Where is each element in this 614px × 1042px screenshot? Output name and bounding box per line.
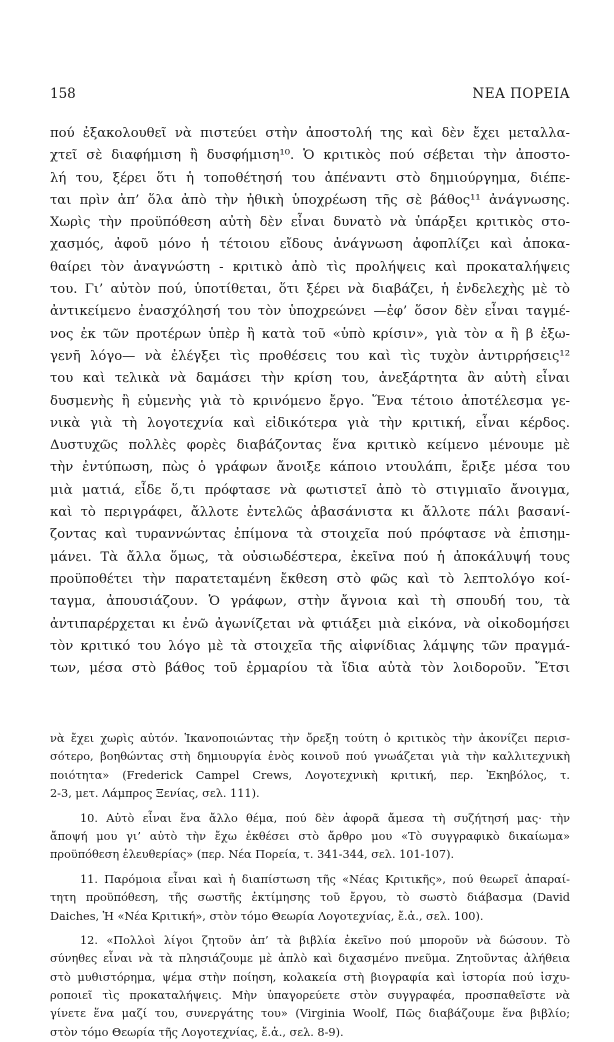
footnote-line: προϋπόθεση ἐλευθερίας» (περ. Νέα Πορεία, τ. 341-344, σελ. 101-107).	[50, 848, 455, 862]
page-header	[50, 86, 570, 106]
body-line: ἀντικείμενο ἐνασχόλησή του τὸν ὑποχρεώνει —ἐφ’ ὅσον δὲν εἶναι ταγμέ-	[50, 304, 570, 320]
body-text	[50, 123, 570, 680]
body-line: καὶ τὸ περιγράφει, ἄλλοτε ἐντελῶς ἀβασάνιστα κι ἄλλοτε πάλι βασανί-	[50, 505, 570, 521]
footnote-line: ἄποψή μου γι’ αὐτὸ τὴν ἔχω ἐκθέσει στὸ ἄρθρο μου «Τὸ συγγραφικὸ δικαίωμα»	[50, 829, 570, 843]
page-number: 158	[50, 86, 76, 102]
footnote-line: νὰ ἔχει χωρὶς αὐτόν. Ἱκανοποιώντας τὴν ὄρεξη τούτη ὁ κριτικὸς τὴν ἀκονίζει περισ-	[50, 732, 570, 745]
body-line: μιὰ ματιά, εἶδε ὅ,τι πρόφτασε νὰ φωτιστεῖ ἀπὸ τὸ στιγμιαῖο ἄνοιγμα,	[50, 482, 570, 498]
body-line: των, μέσα στὸ βάθος τοῦ ἐρμαρίου τὰ ἴδια αὐτὰ τὸν λοιδοροῦν. Ἔτσι	[50, 661, 570, 677]
body-line: θαίρει τὸν ἀναγνώστη - κριτικὸ ἀπὸ τὶς προλήψεις καὶ προκαταλήψεις	[50, 259, 570, 275]
footnote-line: 11. Παρόμοια εἶναι καὶ ἡ διαπίστωση τῆς «Νέας Κριτικῆς», πού θεωρεῖ ἀπαραί-	[80, 872, 570, 886]
body-line: μάνει. Τὰ ἄλλα ὅμως, τὰ οὐσιωδέστερα, ἐκεῖνα πού ἡ ἀποκάλυψή τους	[50, 549, 570, 565]
body-line: χασμός, ἀφοῦ μόνο ἡ τέτοιου εἴδους ἀνάγνωση ἀφοπλίζει καὶ ἀποκα-	[50, 237, 570, 253]
body-line: Χωρὶς τὴν προϋπόθεση αὐτὴ δὲν εἶναι δυνατὸ νὰ ὑπάρξει κριτικὸς στο-	[50, 215, 570, 231]
footnote	[50, 730, 570, 804]
body-line: λή του, ξέρει ὅτι ἡ τοποθέτησή του ἀπέναντι στὸ δημιούργημα, διέπε-	[50, 170, 570, 186]
footnote-line: τητη προϋπόθεση, τῆς σωστῆς ἐκτίμησης τοῦ ἔργου, τὸ σωστὸ διάβασμα (David	[50, 891, 570, 905]
body-line: δυσμενὴς ἢ εὐμενὴς γιὰ τὸ κρινόμενο ἔργο. Ἕνα τέτοιο ἀποτέλεσμα γε-	[50, 393, 570, 409]
footnote	[50, 932, 570, 1042]
footnote-line: σότερο, βοηθώντας στὴ δημιουργία ἑνὸς κοινοῦ πού γνωάζεται γιὰ τὴν καλλιτεχνικὴ	[50, 750, 570, 764]
footnote-line: γίνετε ἕνα μαζί του, συνεργάτης του» (Virginia Woolf, Πῶς διαβάζουμε ἕνα βιβλίο;	[50, 1007, 570, 1021]
body-line: Δυστυχῶς πολλὲς φορὲς διαβάζοντας ἕνα κριτικὸ κείμενο μένουμε μὲ	[50, 438, 570, 454]
body-line: ταγμα, ἀπουσιάζουν. Ὁ γράφων, στὴν ἄγνοια καὶ τὴ σπουδή του, τὰ	[50, 594, 570, 610]
body-line: ζοντας καὶ τυραννώντας ἐπίμονα τὰ στοιχεῖα πού πρόφτασε νὰ ἐπισημ-	[50, 527, 570, 543]
body-line: πού ἐξακολουθεῖ νὰ πιστεύει στὴν ἀποστολή της καὶ δὲν ἔχει μεταλλα-	[50, 126, 570, 141]
body-line: τὸν κριτικό του λόγο μὲ τὰ στοιχεῖα τῆς αἰφνίδιας λάμψης τῶν πραγμά-	[50, 638, 570, 654]
body-line: τὴν ἐντύπωση, πὼς ὁ γράφων ἄνοιξε κάποιο ντουλάπι, ἔριξε μέσα του	[50, 460, 570, 476]
body-line: νος ἐκ τῶν προτέρων ὑπὲρ ἢ κατὰ τοῦ «ὑπὸ κρίσιν», γιὰ τὸν α ἢ β ἐξω-	[50, 326, 570, 342]
footnote-line: στὸ μυθιστόρημα, ψέμα στὴν ποίηση, κολακεία στὴ βιογραφία καὶ ἱστορία πού ἰσχυ-	[50, 970, 570, 984]
footnote-line: 12. «Πολλοὶ λίγοι ζητοῦν ἀπ’ τὰ βιβλία ἐκεῖνο πού μποροῦν νὰ δώσουν. Τὸ	[80, 933, 570, 947]
footnote-line: ποιότητα» (Frederick Campel Crews, Λογοτεχνικὴ κριτική, περ. Ἐκηβόλος, τ.	[50, 768, 570, 782]
body-line: χτεῖ σὲ διαφήμιση ἢ δυσφήμιση¹⁰. Ὁ κριτικὸς πού σέβεται τὴν ἀποστο-	[50, 148, 570, 164]
footnote-line: στὸν τόμο Θεωρία τῆς Λογοτεχνίας, ἔ.ἀ., σελ. 8-9).	[50, 1025, 344, 1039]
footnote-line: Daiches, Ἡ «Νέα Κριτική», στὸν τόμο Θεωρία Λογοτεχνίας, ἔ.ἀ., σελ. 100).	[50, 909, 484, 923]
footnote-line: 2-3, μετ. Λάμπρος Ξενίας, σελ. 111).	[50, 787, 260, 801]
footnote	[50, 871, 570, 926]
footnote	[50, 810, 570, 865]
body-line: γενῆ λόγο— νὰ ἐλέγξει τὶς προθέσεις του καὶ τὶς τυχὸν ἀντιρρήσεις¹²	[50, 348, 570, 364]
body-line: του καὶ τελικὰ νὰ δαμάσει τὴν κρίση του, ἀνεξάρτητα ἂν αὐτὴ εἶναι	[50, 371, 570, 387]
body-line: του. Γι’ αὐτὸν πού, ὑποτίθεται, ὅτι ξέρει νὰ διαβάζει, ἡ ἐνδελεχὴς μὲ τὸ	[50, 282, 570, 298]
footnotes	[50, 730, 570, 1042]
body-line: νικὰ γιὰ τὴ λογοτεχνία καὶ εἰδικότερα γιὰ τὴν κριτική, εἶναι κέρδος.	[50, 415, 570, 431]
footnote-line: ροποιεῖ τὶς προκαταλήψεις. Μὴν ὑπαγορεύετε στὸν συγγραφέα, προσπαθεῖστε νὰ	[50, 989, 570, 1003]
body-line: ἀντιπαρέρχεται κι ἐνῶ ἀγωνίζεται νὰ φτιάξει μιὰ εἰκόνα, νὰ οἰκοδομήσει	[50, 616, 570, 632]
running-title: ΝΕΑ ΠΟΡΕΙΑ	[472, 86, 570, 102]
body-line: προϋποθέτει τὴν παρατεταμένη ἔκθεση στὸ φῶς καὶ τὸ λεπτολόγο κοί-	[50, 571, 570, 587]
footnote-line: 10. Αὐτὸ εἶναι ἕνα ἄλλο θέμα, πού δὲν ἀφορᾶ ἄμεσα τὴ συζήτησή μας· τὴν	[80, 811, 570, 825]
footnote-line: σύνηθες εἶναι νὰ τὰ πλησιάζουμε μὲ ἀπλὸ καὶ διχασμένο πνεῦμα. Ζητοῦντας ἀλήθεια	[50, 952, 570, 966]
body-line: ται πρὶν ἀπ’ ὅλα ἀπὸ τὴν ἠθικὴ ὑποχρέωση τῆς σὲ βάθος¹¹ ἀνάγνωσης.	[50, 192, 570, 208]
